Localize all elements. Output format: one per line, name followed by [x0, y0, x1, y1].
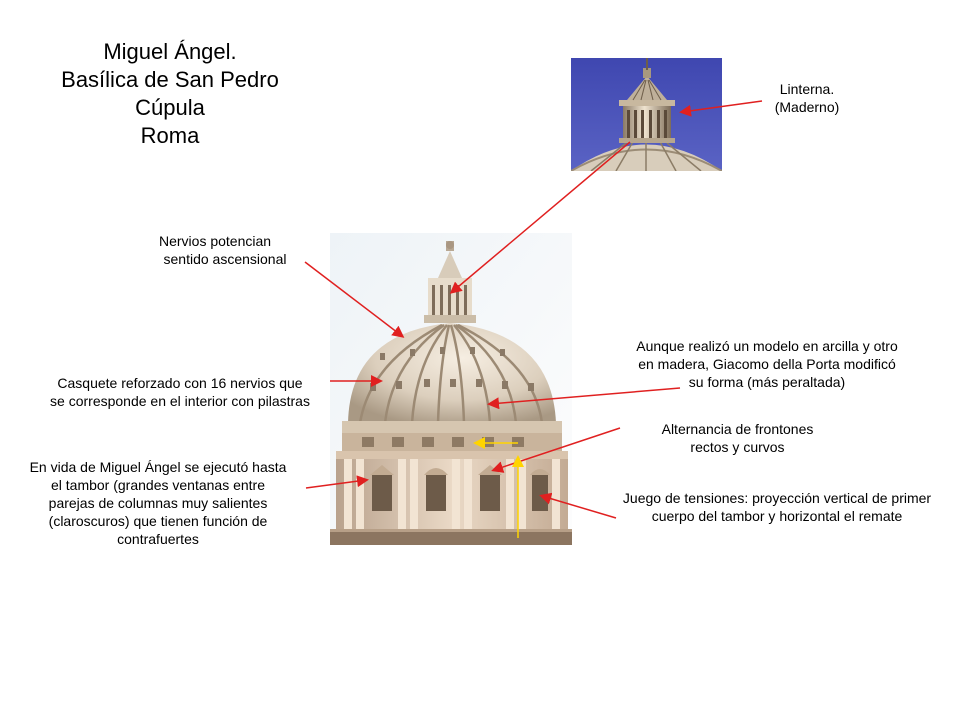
title-line-2: Basílica de San Pedro	[61, 67, 279, 92]
note-tensiones-line-1: Juego de tensiones: proyección vertical de primer	[622, 490, 932, 506]
note-casquete-line-1: Casquete reforzado con 16 nervios que	[57, 375, 303, 391]
note-tambor-line-2: el tambor (grandes ventanas entre	[50, 477, 265, 493]
note-tambor-line-3: parejas de columnas muy salientes	[48, 495, 268, 511]
title-line-3: Cúpula	[135, 95, 205, 120]
arrow-frontones	[494, 428, 620, 470]
note-tambor-line-1: En vida de Miguel Ángel se ejecutó hasta	[29, 459, 287, 475]
note-frontones-line-2: rectos y curvos	[690, 439, 785, 455]
arrow-modelo	[490, 388, 680, 404]
note-linterna-line-2: (Maderno)	[774, 99, 840, 115]
title-line-4: Roma	[140, 123, 200, 148]
note-casquete-line-2: se corresponde en el interior con pilastras	[50, 393, 310, 409]
arrow-linterna	[682, 101, 762, 112]
arrow-linterna-to-dome	[452, 142, 630, 292]
note-tambor-line-5: contrafuertes	[117, 531, 199, 547]
note-modelo-line-1: Aunque realizó un modelo en arcilla y otro	[636, 338, 898, 354]
title-line-1: Miguel Ángel.	[103, 39, 237, 64]
note-linterna-line-1: Linterna.	[779, 81, 835, 97]
note-nervios-line-2: sentido ascensional	[163, 251, 287, 267]
arrow-nervios	[305, 262, 402, 336]
note-nervios-line-1: Nervios potencian	[159, 233, 272, 249]
arrow-tensiones	[542, 496, 616, 518]
arrow-tambor	[306, 480, 366, 488]
note-modelo-line-2: en madera, Giacomo della Porta modificó	[638, 356, 896, 372]
note-tensiones-line-2: cuerpo del tambor y horizontal el remate	[651, 508, 903, 524]
note-frontones-line-1: Alternancia de frontones	[661, 421, 814, 437]
note-tambor-line-4: (claroscuros) que tienen función de	[48, 513, 268, 529]
note-modelo-line-3: su forma (más peraltada)	[688, 374, 846, 390]
